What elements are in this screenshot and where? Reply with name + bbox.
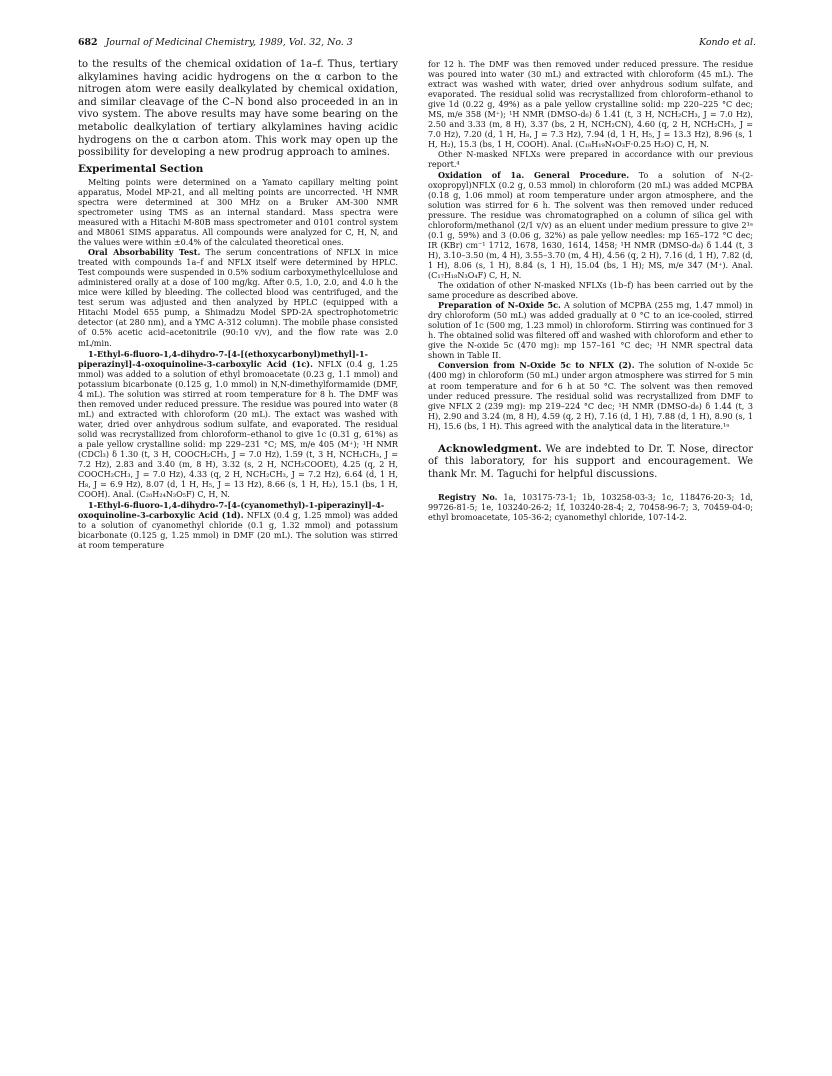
oxidation-text: To a solution of N-(2-oxopropyl)NFLX (0.2 g, 0.53 mmol) in chloroform (20 mL) was added MCPBA (0.18 g, 1.06 mmol) at room temperature under argon atmosphere, and the solution was stirred for 6 h. The solvent was then removed under reduced pressure. The residue was chromatographed on a column of silica gel with chloroform/methanol (2/1 v/v) as an eluent under medium pressure to give 2¹ᵃ (0.1 g, 59%) and 3 (0.06 g, 32%) as pale yellow needles: mp 165–172 °C dec; IR (KBr) cm⁻¹ 1712, 1678, 1630, 1614, 1458; ¹H NMR (DMSO-d₆) δ 1.44 (t, 3 H), 3.10–3.50 (m, 4 H), 3.55–3.70 (m, 4 H), 4.56 (q, 2 H), 7.16 (d, 1 H), 7.82 (d, 1 H), 8.06 (s, 1 H), 8.84 (s, 1 H), 15.04 (bs, 1 H); MS, m/e 347 (M⁺). Anal. (C₁₇H₁₈N₃O₄F) C, H, N. xyxy=(428,169,754,280)
oxidation-heading: Oxidation of 1a. General Procedure. xyxy=(438,169,630,180)
running-header xyxy=(78,37,756,51)
journal-name: Journal of Medicinal Chemistry, 1989, Vol. 32, No. 3 xyxy=(105,37,353,48)
n-oxide-preparation-text: A solution of MCPBA (255 mg, 1.47 mmol) in dry chloroform (50 mL) was added gradually at 0 °C to an ice-cooled, stirred solution of 1c (500 mg, 1.23 mmol) in chloroform. Stirring was continued for 3 h. The obtained solid was filtered off and washed with chloroform and ether to give the N-oxide 5c (470 mg): mp 157–161 °C dec; ¹H NMR spectral data shown in Table II. xyxy=(428,300,753,361)
intro-paragraph: to the results of the chemical oxidation of 1a–f. Thus, tertiary alkylamines having acidic hydrogens on the α carbon to the nitrogen atom were easily dealkylated by chemical oxidation, and similar cleavage of the C–N bond also proceeded in an in vivo system. The above results may have some bearing on the metabolic dealkylation of tertiary alkylamines having acidic hydrogens on the α carbon atom. This work may open up the possibility for developing a new prodrug approach to amines. xyxy=(78,59,398,159)
registry-text: 1a, 103175-73-1; 1b, 103258-03-3; 1c, 118476-20-3; 1d, 99726-81-5; 1e, 103240-26-2; 1f, 103240-28-4; 2, 70458-96-7; 3, 70459-04-0; ethyl bromoacetate, 105-36-2; cyanomethyl chloride, 107-14-2. xyxy=(428,491,753,522)
oral-absorbability-heading: Oral Absorbability Test. xyxy=(88,247,201,258)
conversion-text: The solution of N-oxide 5c (400 mg) in chloroform (50 mL) under argon atmosphere was stirred for 5 min at room temperature and for 6 h at 50 °C. The solvent was then removed under reduced pressure. The residual solid was recrystallized from DMF to give NFLX 2 (239 mg): mp 219–224 °C dec; ¹H NMR (DMSO-d₆) δ 1.44 (t, 3 H), 2.90 and 3.24 (m, 8 H), 4.59 (q, 2 H), 7.16 (d, 1 H), 7.88 (d, 1 H), 8.90 (s, 1 H), 15.6 (bs, 1 H). This agreed with the analytical data in the literature.¹ᵃ xyxy=(428,360,754,431)
compound-1c-text: NFLX (0.4 g, 1.25 mmol) was added to a solution of ethyl bromoacetate (0.23 g, 1.1 mmol) and potassium bicarbonate (0.125 g, 1.0 mmol) in N,N-dimethylformamide (DMF, 4 mL). The solution was stirred at room temperature for 8 h. The DMF was then removed under reduced pressure. The residue was poured into water (8 mL) and extracted with chloroform (20 mL). The extact was washed with water, dried over anhydrous sodium sulfate, and evaporated. The residual solid was recrystallized from chloroform–ethanol to give 1c (0.31 g, 61%) as a pale yellow crystalline solid: mp 229–231 °C; MS, m/e 405 (M⁺); ¹H NMR (CDCl₃) δ 1.30 (t, 3 H, COOCH₂CH₃, J = 7.0 Hz), 1.59 (t, 3 H, NCH₂CH₃, J = 7.2 Hz), 2.83 and 3.40 (m, 8 H), 3.32 (s, 2 H, NCH₂COOEt), 4.25 (q, 2 H, COOCH₂CH₃, J = 7.0 Hz), 4.33 (q, 2 H, NCH₂CH₃, J = 7.2 Hz), 6.64 (d, 1 H, H₈, J = 6.9 Hz), 8.07 (d, 1 H, H₅, J = 13 Hz), 8.66 (s, 1 H, H₂), 15.1 (bs, 1 H, COOH). Anal. (C₂₀H₂₄N₃O₅F) C, H, N. xyxy=(78,358,398,500)
left-column xyxy=(78,59,398,550)
oxidation-other-paragraph: The oxidation of other N-masked NFLXs (1b–f) has been carried out by the same procedure as described above. xyxy=(428,280,753,301)
compound-1d-text: NFLX (0.4 g, 1.25 mmol) was added to a solution of cyanomethyl chloride (0.1 g, 1.32 mmol) and potassium bicarbonate (0.125 g, 1.25 mmol) in DMF (20 mL). The solution was stirred at room temperature xyxy=(78,510,398,551)
compound-1d-continued: for 12 h. The DMF was then removed under reduced pressure. The residue was poured into water (30 mL) and extracted with chloroform (45 mL). The extract was washed with water, dried over anhydrous sodium sulfate, and evaporated. The residual solid was recrystallized from chloroform–ethanol to give 1d (0.22 g, 49%) as a pale yellow crystalline solid: mp 220–225 °C dec; MS, m/e 358 (M⁺); ¹H NMR (DMSO-d₆) δ 1.41 (t, 3 H, NCH₂CH₃, J = 7.0 Hz), 2.50 and 3.33 (m, 8 H), 3.37 (bs, 2 H, NCH₂CN), 4.60 (q, 2 H, NCH₂CH₃, J = 7.0 Hz), 7.20 (d, 1 H, H₈, J = 7.3 Hz), 7.94 (d, 1 H, H₅, J = 13.3 Hz), 8.96 (s, 1 H, H₂), 15.3 (bs, 1 H, COOH). Anal. (C₁₈H₁₉N₄O₃F·0.25 H₂O) C, H, N. xyxy=(428,59,753,150)
author-running-head: Kondo et al. xyxy=(699,37,756,48)
conversion-paragraph xyxy=(428,360,753,430)
n-oxide-preparation-paragraph xyxy=(428,300,753,360)
registry-paragraph xyxy=(428,492,753,522)
acknowledgment-heading: Acknowledgment. xyxy=(438,442,542,455)
n-oxide-preparation-heading: Preparation of N-Oxide 5c. xyxy=(438,300,561,311)
oral-absorbability-paragraph xyxy=(78,247,398,347)
compound-1c-heading: 1-Ethyl-6-fluoro-1,4-dihydro-7-[4-[(ethoxycarbonyl)methyl]-1-piperazinyl]-4-oxoquinoline-3-carboxylic Acid (1c). xyxy=(78,348,368,369)
compound-1d-paragraph xyxy=(78,500,398,550)
oral-absorbability-text: The serum concentrations of NFLX in mice treated with compounds 1a–f and NFLX itself were determined by HPLC. Test compounds were suspended in 0.5% sodium carboxymethylcellulose and administered orally at a dose of 100 mg/kg. After 0.5, 1.0, 2.0, and 4.0 h the mice were killed by bleeding. The collected blood was centrifuged, and the test serum was adjusted and then analyzed by HPLC (equipped with a Hitachi Model 655 pump, a Shimadzu Model SPD-2A spectrophotometric detector (at 280 nm), and a YMC A-312 column). The mobile phase consisted of 0.5% acetic acid–acetonitrile (90:10 v/v), and the flow rate was 2.0 mL/min. xyxy=(78,247,399,348)
registry-heading: Registry No. xyxy=(438,491,498,502)
acknowledgment-text: We are indebted to Dr. T. Nose, director of this laboratory, for his support and encouragement. We thank Mr. M. Taguchi for helpful discussions. xyxy=(428,443,753,480)
page-number: 682 xyxy=(78,37,98,48)
oxidation-paragraph xyxy=(428,170,753,281)
other-nflx-paragraph: Other N-masked NFLXs were prepared in accordance with our previous report.⁴ xyxy=(428,149,753,170)
experimental-section-heading: Experimental Section xyxy=(78,162,204,175)
compound-1d-heading: 1-Ethyl-6-fluoro-1,4-dihydro-7-[4-(cyanomethyl)-1-piperazinyl]-4-oxoquinoline-3-carboxylic Acid (1d). xyxy=(78,500,385,521)
conversion-heading: Conversion from N-Oxide 5c to NFLX (2). xyxy=(438,360,635,371)
compound-1c-paragraph xyxy=(78,349,398,500)
acknowledgment-paragraph xyxy=(428,443,753,482)
right-column xyxy=(428,59,753,522)
journal-citation xyxy=(78,37,353,48)
general-methods-paragraph: Melting points were determined on a Yamato capillary melting point apparatus, Model MP-21, and all melting points are uncorrected. ¹H NMR spectra were determined at 300 MHz on a Bruker AM-300 NMR spectrometer using TMS as an internal standard. Mass spectra were measured with a Hitachi M-80B mass spectrometer and 0101 control system and M8061 SIMS apparatus. All compounds were analyzed for C, H, N, and the values were within ±0.4% of the calculated theoretical ones. xyxy=(78,176,398,248)
